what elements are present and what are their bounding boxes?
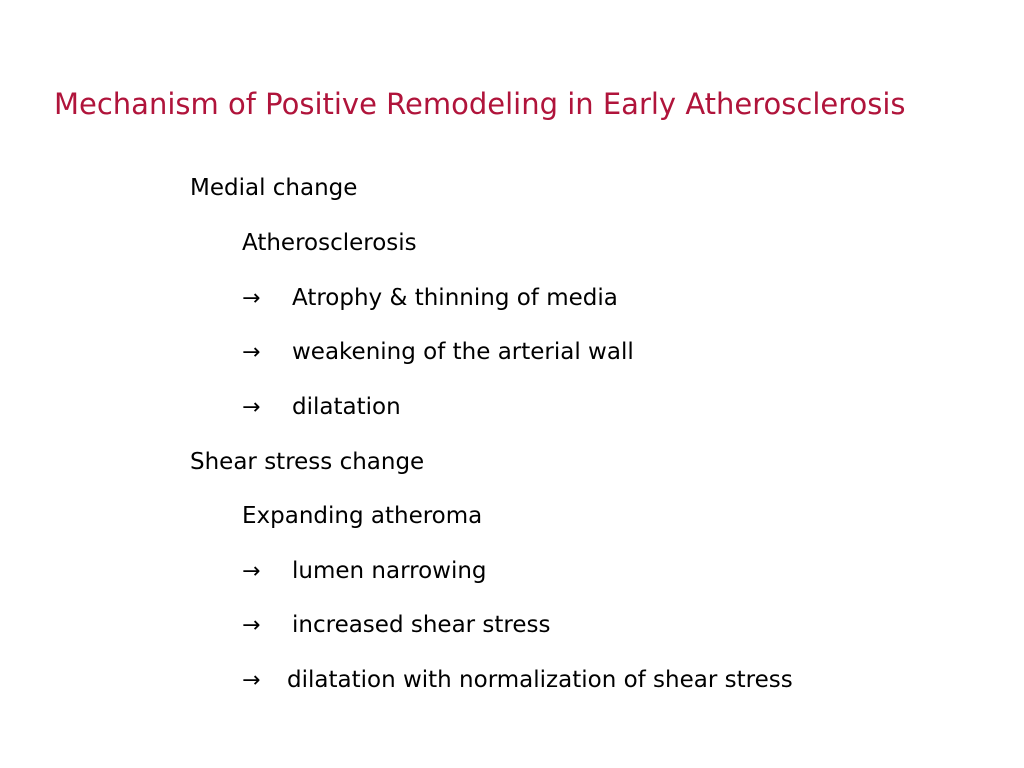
step-text: lumen narrowing [292, 558, 487, 584]
step-item [242, 389, 401, 425]
arrow-right-icon: → [242, 613, 261, 638]
step-item [242, 553, 487, 589]
step-text: dilatation [292, 394, 401, 420]
section-subheading-atherosclerosis: Atherosclerosis [242, 230, 417, 256]
section-heading-shear: Shear stress change [190, 449, 425, 475]
step-item [242, 607, 551, 643]
arrow-right-icon: → [242, 340, 261, 365]
step-text: dilatation with normalization of shear stress [287, 667, 793, 693]
slide-title: Mechanism of Positive Remodeling in Early Atherosclerosis [54, 87, 906, 121]
step-text: increased shear stress [292, 612, 551, 638]
step-item [242, 334, 634, 370]
section-heading-medial: Medial change [190, 175, 358, 201]
step-item [242, 280, 618, 316]
arrow-right-icon: → [242, 286, 261, 311]
step-text: Atrophy & thinning of media [292, 285, 618, 311]
arrow-right-icon: → [242, 668, 261, 693]
step-text: weakening of the arterial wall [292, 339, 634, 365]
step-item [242, 662, 793, 698]
arrow-right-icon: → [242, 559, 261, 584]
section-subheading-expanding-atheroma: Expanding atheroma [242, 503, 483, 529]
arrow-right-icon: → [242, 395, 261, 420]
